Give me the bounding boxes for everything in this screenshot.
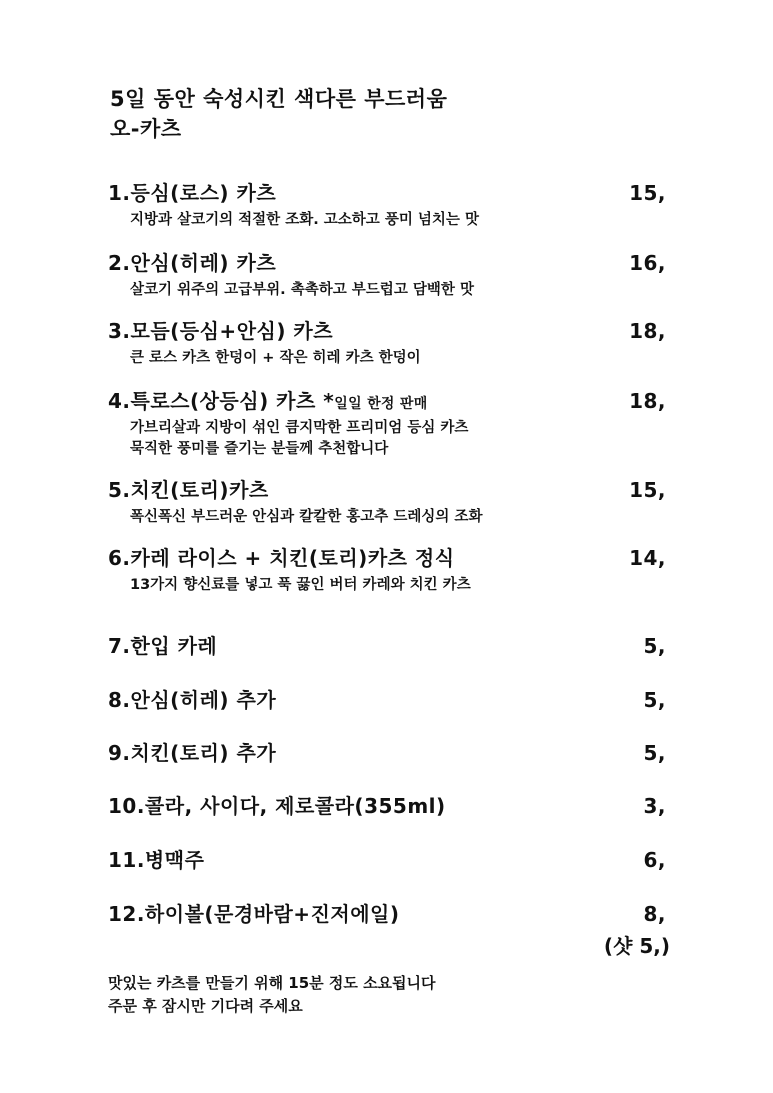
menu-item-desc: 가브리살과 지방이 섞인 큼지막한 프리미엄 등심 카츠 묵직한 풍미를 즐기는 분들께 추천합니다 xyxy=(130,420,469,457)
menu-item-name: 2.안심(히레) 카츠 xyxy=(108,251,277,275)
menu-item-name: 1.등심(로스) 카츠 xyxy=(108,181,277,205)
menu-item-10 xyxy=(108,790,666,819)
footer-line-1: 맛있는 카츠를 만들기 위해 15분 정도 소요됩니다 xyxy=(108,974,436,992)
menu-item-name: 11.병맥주 xyxy=(108,848,205,872)
menu-item-8 xyxy=(108,684,666,713)
menu-item-price: 5, xyxy=(643,688,666,712)
menu-item-price: 3, xyxy=(643,794,666,818)
menu-item-name: 3.모듬(등심+안심) 카츠 xyxy=(108,319,334,343)
menu-item-name: 4.특로스(상등심) 카츠 *일일 한정 판매 xyxy=(108,389,428,413)
menu-item-price: 15, xyxy=(629,181,666,205)
menu-item-name: 6.카레 라이스 + 치킨(토리)카츠 정식 xyxy=(108,546,455,570)
menu-item-name: 8.안심(히레) 추가 xyxy=(108,688,277,712)
menu-item-price: 14, xyxy=(629,546,666,570)
menu-item-price: 8, xyxy=(643,902,666,926)
menu-item-desc: 13가지 향신료를 넣고 푹 끓인 버터 카레와 치킨 카츠 xyxy=(130,577,471,593)
header-brand: 오-카츠 xyxy=(110,117,182,141)
menu-item-7 xyxy=(108,630,666,659)
menu-item-price: 18, xyxy=(629,319,666,343)
menu-item-desc: 살코기 위주의 고급부위. 촉촉하고 부드럽고 담백한 맛 xyxy=(130,282,474,298)
menu-item-11 xyxy=(108,844,666,873)
menu-item-price: 6, xyxy=(643,848,666,872)
menu-item-price: 5, xyxy=(643,741,666,765)
menu-item-6 xyxy=(108,542,666,596)
menu-item-note: 일일 한정 판매 xyxy=(334,396,428,412)
header-tagline: 5일 동안 숙성시킨 색다른 부드러움 xyxy=(110,87,448,111)
menu-item-price: 15, xyxy=(629,478,666,502)
menu-item-price: 5, xyxy=(643,634,666,658)
menu-item-12 xyxy=(108,898,666,927)
menu-item-2 xyxy=(108,247,666,301)
menu-item-name: 9.치킨(토리) 추가 xyxy=(108,741,277,765)
menu-item-name: 12.하이볼(문경바람+진저에일) xyxy=(108,902,400,926)
menu-item-1 xyxy=(108,177,666,231)
menu-item-desc: 큰 로스 카츠 한덩이 + 작은 히레 카츠 한덩이 xyxy=(130,350,421,366)
menu-item-desc: 폭신폭신 부드러운 안심과 칼칼한 홍고추 드레싱의 조화 xyxy=(130,509,483,525)
menu-item-desc: 지방과 살코기의 적절한 조화. 고소하고 풍미 넘치는 맛 xyxy=(130,212,479,228)
menu-item-3 xyxy=(108,315,666,369)
menu-item-price: 18, xyxy=(629,389,666,413)
menu-item-name: 10.콜라, 사이다, 제로콜라(355ml) xyxy=(108,794,446,818)
menu-item-4 xyxy=(108,385,666,460)
footer-note xyxy=(108,972,436,1018)
menu-item-9 xyxy=(108,737,666,766)
menu-item-name: 5.치킨(토리)카츠 xyxy=(108,478,269,502)
menu-item-5 xyxy=(108,474,666,528)
shot-price: (샷 5,) xyxy=(603,934,670,958)
menu-item-price: 16, xyxy=(629,251,666,275)
footer-line-2: 주문 후 잠시만 기다려 주세요 xyxy=(108,997,303,1015)
menu-item-name: 7.한입 카레 xyxy=(108,634,218,658)
